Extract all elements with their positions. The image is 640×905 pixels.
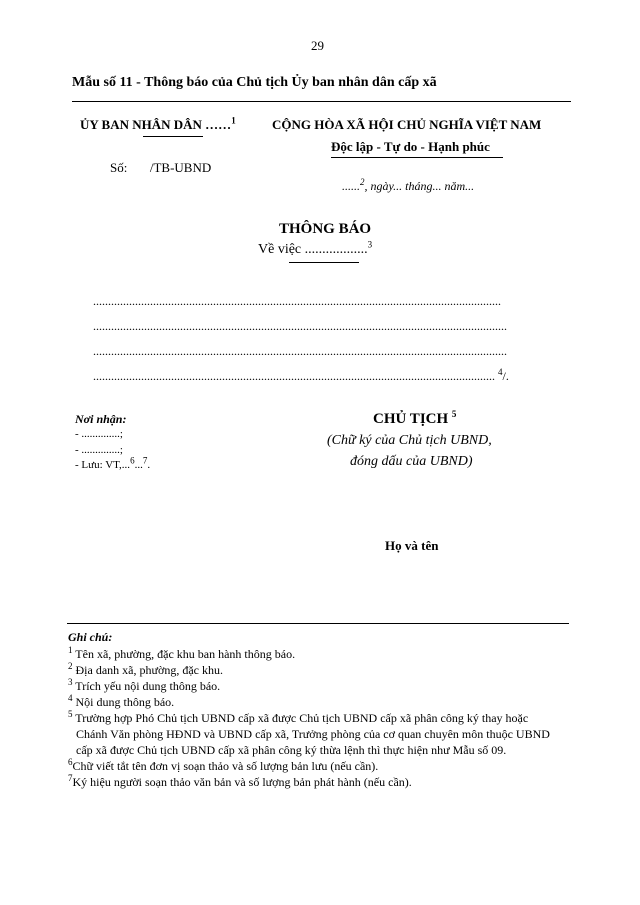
note-item-5-cont-1: Chánh Văn phòng HĐND và UBND cấp xã, Trưởng phòng của cơ quan chuyên môn thuộc UBND	[76, 727, 550, 741]
country-name: CỘNG HÒA XÃ HỘI CHỦ NGHĨA VIỆT NAM	[272, 117, 542, 132]
body-line-1: ........................................................................................................................................	[93, 294, 501, 308]
subject-underline	[289, 262, 359, 263]
signature-note-1: (Chữ ký của Chủ tịch UBND,	[327, 433, 492, 448]
form-title: Mẫu số 11 - Thông báo của Chủ tịch Ủy ban nhân dân cấp xã	[72, 75, 437, 90]
note-item-7: $^7$Ký hiệu người soạn thảo văn bản và số lượng bản phát hành (nếu cần).	[68, 773, 412, 789]
doc-number: Số: /TB-UBND	[110, 160, 212, 175]
note-item-2: $^2$ Địa danh xã, phường, đặc khu.	[68, 661, 223, 677]
signer-name: Họ và tên	[385, 538, 439, 553]
document-subject: Về việc ..................$^3$	[258, 239, 373, 257]
note-item-3: $^3$ Trích yếu nội dung thông báo.	[68, 677, 221, 693]
body-line-4: ...................................................................................................................................... $^4$/.	[93, 367, 509, 383]
notes-label: Ghi chú:	[68, 630, 113, 644]
authority-name: ỦY BAN NHÂN DÂN ……$^1$	[80, 115, 236, 132]
page-number: 29	[311, 38, 324, 53]
note-item-1: $^1$ Tên xã, phường, đặc khu ban hành thông báo.	[68, 645, 296, 661]
note-item-5-cont-2: cấp xã được Chủ tịch UBND cấp xã phân công ký thừa lệnh thì thực hiện như Mẫu số 09.	[76, 743, 507, 757]
recipient-1: - ..............;	[75, 428, 123, 440]
body-line-2: ..........................................................................................................................................	[93, 319, 507, 333]
title-divider	[72, 101, 571, 102]
recipient-2: - ..............;	[75, 444, 123, 456]
recipient-archive: - Lưu: VT,...$^6$...$^7$.	[75, 455, 151, 471]
notes-divider	[67, 623, 569, 624]
authority-underline	[143, 136, 203, 137]
signature-note-2: đóng dấu của UBND)	[350, 454, 473, 469]
note-item-4: $^4$ Nội dung thông báo.	[68, 693, 175, 709]
document-title: THÔNG BÁO	[279, 221, 372, 237]
motto: Độc lập - Tự do - Hạnh phúc	[331, 139, 490, 154]
note-item-5: $^5$ Trường hợp Phó Chủ tịch UBND cấp xã được Chủ tịch UBND cấp xã phân công ký thay hoặc	[68, 709, 529, 725]
signature-title: CHỦ TỊCH $^5$	[373, 409, 457, 427]
body-line-3: ..........................................................................................................................................	[93, 344, 507, 358]
note-item-6: $^6$Chữ viết tắt tên đơn vị soạn thảo và số lượng bản lưu (nếu cần).	[68, 757, 379, 773]
place-date: ......$^2$, ngày... tháng... năm...	[342, 177, 475, 193]
motto-underline	[331, 157, 503, 158]
recipients-label: Nơi nhận:	[75, 412, 127, 426]
